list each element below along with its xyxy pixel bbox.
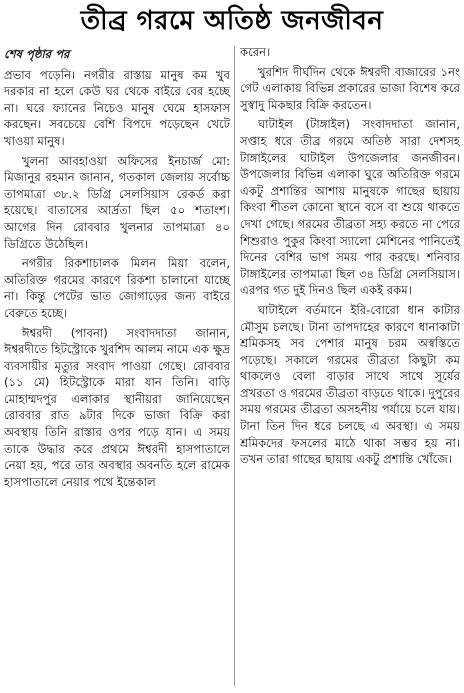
column-divider bbox=[234, 46, 235, 686]
paragraph: ঘাটাইলে বর্তমানে ইরি-বোরো ধান কাটার মৌসুম চলছে। টানা তাপদাহের কারণে ধানাকাটা শ্রমিকসহ সব পেশার মানুষ চরম অস্বস্তিতে পড়েছে। সকালে গরমের তীব্রতা কিছুটা কম থাকলেও বেলা বাড়ার সাথে সাথে সূর্যের প্রখরতা ও গরমের তীব্রতা বাড়তে থাকে। দুপুরের সময় গরমের তীব্রতা অসহনীয় পর্যায়ে চলে যায়। টানা তিন দিন ধরে চলছে এ অবস্থা। এ সময় শ্রমিকদের ফসলের মাঠে থাকা সম্ভব হয় না। তখন তারা গাছের ছায়ায় একটু প্রশান্তি খোঁজে। bbox=[240, 302, 460, 467]
paragraph: ঘাটাইল (টাঙ্গাইল) সংবাদদাতা জানান, সপ্তাহ ধরে তীব্র গরমে অতিষ্ঠ সারা দেশসহ টাঙ্গাইলের ঘাটাইল উপজেলার জনজীবন। উপজেলার বিভিন্ন এলাকা ঘুরে অতিরিক্ত গরমে একটু প্রশান্তির আশায় মানুষকে গাছের ছায়ায় কিংবা শীতল কোনো স্থানে বসে বা শুয়ে থাকতে দেখা গেছে। গরমের তীব্রতা সহ্য করতে না পেরে শিশুরাও পুকুর কিংবা স্যালো মেশিনের পানিতেই দিনের বেশির ভাগ সময় পার করছে। শনিবার টাঙ্গাইলের তাপমাত্রা ছিল ৩৪ ডিগ্রি সেলসিয়াস। এরপর গত দুই দিনও ছিল একই রকম। bbox=[240, 117, 460, 298]
paragraph: ঈশ্বরদী (পাবনা) সংবাদদাতা জানান, ঈশ্বরদীতে হিটস্ট্রোকে খুরশিদ আলম নামে এক ক্ষুদ্র ব্যবসায়ীর মৃত্যুর সংবাদ পাওয়া গেছে। রোববার (১১ মে) হিটস্ট্রোকে মারা যান তিনি। বাড়ি মোহাম্মদপুর এলাকার স্থানীয়রা জানিয়েছেন রোববার রাত ৯টার দিকে ভাজা বিক্রি করা অবস্থায় তিনি রাস্তার ওপর পড়ে যান। এ সময় তাকে উদ্ধার করে প্রথমে ঈশ্বরদী হাসপাতালে নেয়া হয়, পরে তার অবস্থার অবনতি হলে রামেক হাসপাতালে নেয়ার পথে ইন্তেকাল bbox=[4, 325, 230, 489]
paragraph: খুরশিদ দীর্ঘদিন থেকে ঈশ্বরদী বাজারের ১নং গেট এলাকায় বিভিন্ন প্রকারের ভাজা বিশেষ করে সুস্বাদু মিকছার বিক্রি করতেন। bbox=[240, 64, 460, 112]
continued-label: শেষ পৃষ্ঠার পর bbox=[4, 47, 70, 61]
paragraph: করেন। bbox=[240, 45, 271, 59]
paragraph: নগরীর রিকশাচালক মিলন মিয়া বলেন, অতিরিক্ত গরমের কারণে রিকশা চালানো যাচ্ছে না। কিন্তু পেটের ভাত জোগাড়ের জন্য বাইরে বেরুতে হচ্ছে। bbox=[4, 256, 230, 320]
right-column bbox=[240, 44, 460, 471]
headline: তীব্র গরমে অতিষ্ঠ জনজীবন bbox=[80, 6, 384, 36]
paragraph: প্রভাব পড়েনি। নগরীর রাস্তায় মানুষ কম খুব দরকার না হলে কেউ ঘর থেকে বাইরে বের হচ্ছে না। ঘরে ফ্যানের নিচেও মানুষ ঘেমে হাসফাস করছেন। সবচেয়ে বেশি বিপদে পড়েছেন খেটে খাওয়া মানুষ। bbox=[4, 67, 230, 148]
left-column bbox=[4, 44, 230, 493]
paragraph: খুলনা আবহাওয়া অফিসের ইনচার্জ মো: মিজানুর রহমান জানান, গতকাল জেলায় সর্বোচ্চ তাপমাত্রা ৩৮.২ ডিগ্রি সেলসিয়াস রেকর্ড করা হয়েছে। বাতাসের আর্দ্রতা ছিল ৫০ শতাংশ। আগের দিন রোববার খুলনার তাপমাত্রা ৪০ ডিগ্রিতে উঠেছিল। bbox=[4, 153, 230, 251]
